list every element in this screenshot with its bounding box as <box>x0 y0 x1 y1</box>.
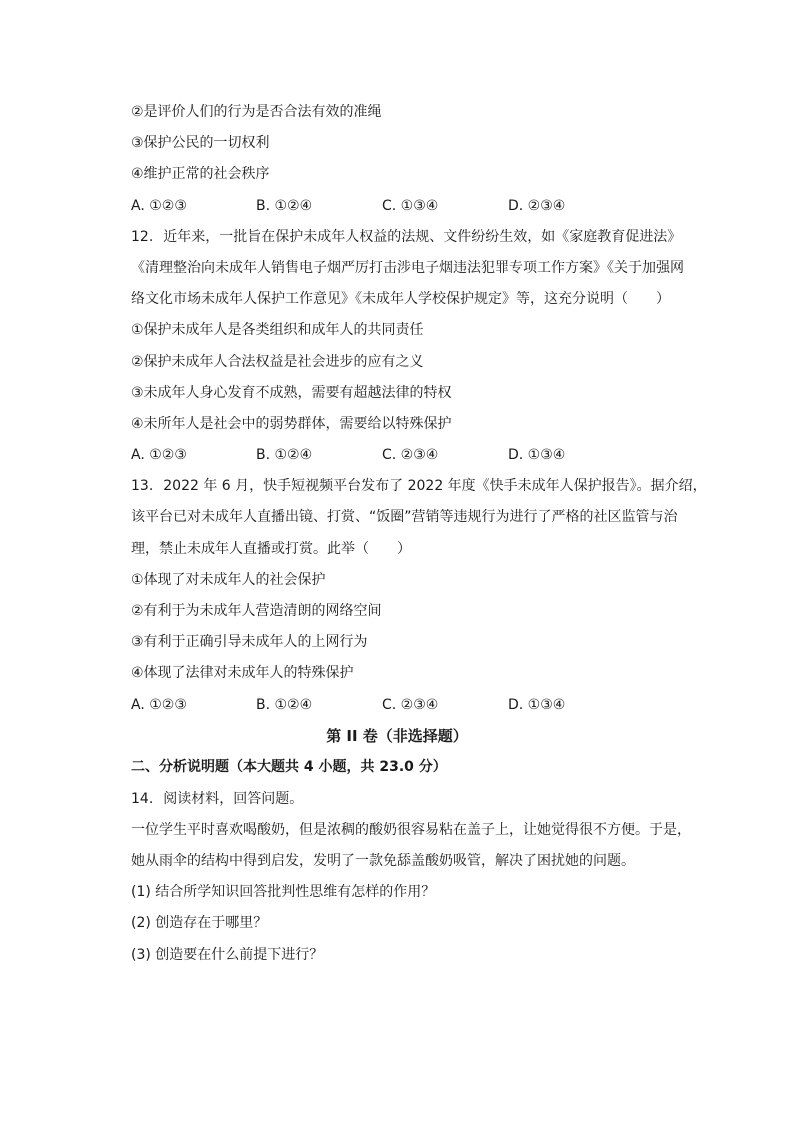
q13-stem-line-2: 该平台已对未成年人直播出镜、打赏、“饭圈”营销等违规行为进行了严格的社区监管与治 <box>131 509 678 525</box>
q12-stem-line-1 <box>131 227 681 247</box>
q14-material-line-1: 一位学生平时喜欢喝酸奶，但是浓稠的酸奶很容易粘在盖子上，让她觉得很不方便。于是， <box>131 822 691 838</box>
q13-choice-d[interactable]: D. ①③④ <box>508 697 566 713</box>
q13-stem-text-1: 2022 年 6 月，快手短视频平台发布了 2022 年度《快手未成年人保护报告》。据介绍， <box>163 478 707 494</box>
q11-choice-b[interactable]: B. ①②④ <box>256 198 313 214</box>
q11-item-2: ②是评价人们的行为是否合法有效的准绳 <box>131 104 382 120</box>
q12-choice-d[interactable]: D. ①③④ <box>508 447 566 463</box>
q12-item-1: ①保护未成年人是各类组织和成年人的共同责任 <box>131 322 424 338</box>
q13-item-2: ②有利于为未成年人营造清朗的网络空间 <box>131 603 382 619</box>
q12-item-3: ③未成年人身心发育不成熟，需要有超越法律的特权 <box>131 385 452 401</box>
q13-choice-c[interactable]: C. ②③④ <box>382 697 439 713</box>
q12-stem-line-3: 络文化市场未成年人保护工作意见》《未成年人学校保护规定》等，这充分说明（ ） <box>131 291 670 307</box>
q12-number: 12. <box>131 229 154 245</box>
q14-question-2: (2) 创造存在于哪里？ <box>131 915 268 931</box>
q13-stem-line-1 <box>131 476 707 496</box>
q13-choice-a[interactable]: A. ①②③ <box>131 697 187 713</box>
q13-item-1: ①体现了对未成年人的社会保护 <box>131 572 326 588</box>
q14-stem-text: 阅读材料，回答问题。 <box>163 791 304 807</box>
q11-choice-c[interactable]: C. ①③④ <box>382 198 439 214</box>
q13-number: 13. <box>131 478 154 494</box>
q13-choice-b[interactable]: B. ①②④ <box>256 697 313 713</box>
q14-number: 14. <box>131 791 154 807</box>
q12-choice-c[interactable]: C. ②③④ <box>382 447 439 463</box>
part2-title: 第 II 卷（非选择题） <box>326 727 468 745</box>
q12-stem-line-2: 《清理整治向未成年人销售电子烟严厉打击涉电子烟违法犯罪专项工作方案》《关于加强网 <box>131 260 684 276</box>
q12-choice-a[interactable]: A. ①②③ <box>131 447 187 463</box>
q12-item-2: ②保护未成年人合法权益是社会进步的应有之义 <box>131 354 424 370</box>
q12-choice-b[interactable]: B. ①②④ <box>256 447 313 463</box>
q11-item-3: ③保护公民的一切权利 <box>131 135 270 151</box>
section-heading: 二、分析说明题（本大题共 4 小题，共 23.0 分） <box>131 759 447 775</box>
q11-choice-a[interactable]: A. ①②③ <box>131 198 187 214</box>
q12-stem-text-1: 近年来，一批旨在保护未成年人权益的法规、文件纷纷生效，如《家庭教育促进法》 <box>163 229 682 245</box>
q14-question-1: (1) 结合所学知识回答批判性思维有怎样的作用？ <box>131 884 436 900</box>
q13-stem-line-3: 理，禁止未成年人直播或打赏。此举（ ） <box>131 541 411 557</box>
q13-item-3: ③有利于正确引导未成年人的上网行为 <box>131 634 368 650</box>
q14-stem <box>131 789 303 809</box>
q11-item-4: ④维护正常的社会秩序 <box>131 166 270 182</box>
q14-question-3: (3) 创造要在什么前提下进行？ <box>131 947 324 963</box>
q13-item-4: ④体现了法律对未成年人的特殊保护 <box>131 665 354 681</box>
q14-material-line-2: 她从雨伞的结构中得到启发，发明了一款免舔盖酸奶吸管，解决了困扰她的问题。 <box>131 853 635 869</box>
q11-choice-d[interactable]: D. ②③④ <box>508 198 566 214</box>
q12-item-4: ④未所年人是社会中的弱势群体，需要给以特殊保护 <box>131 416 452 432</box>
